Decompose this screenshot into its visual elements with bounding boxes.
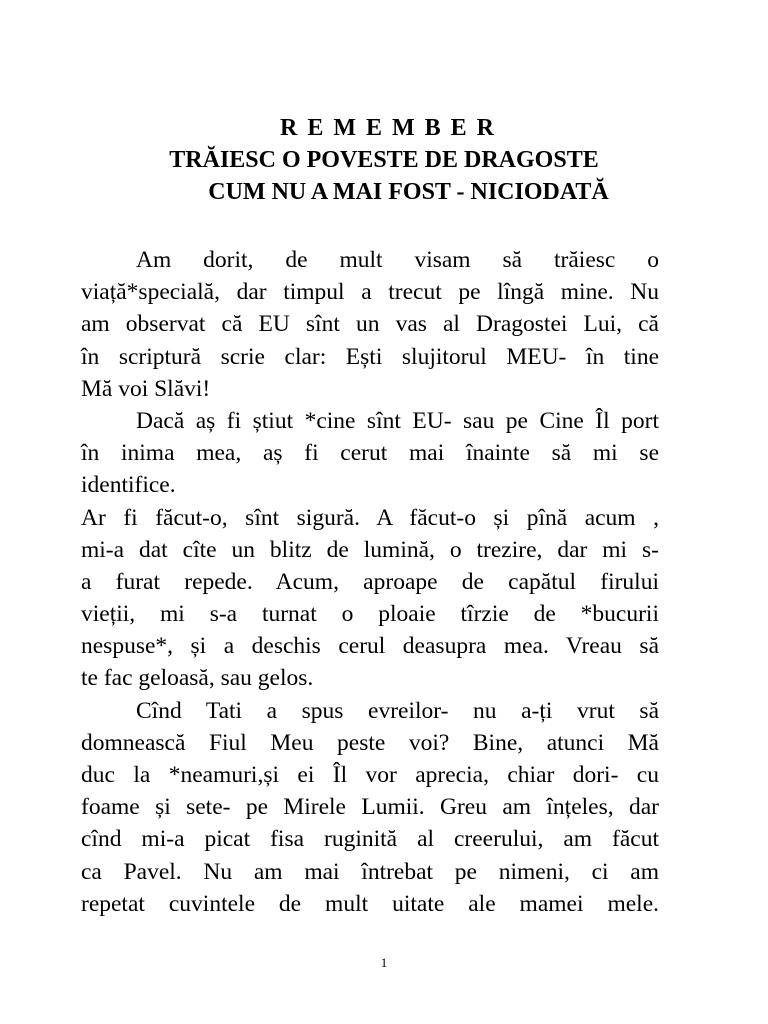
page-number: 1 — [380, 955, 388, 970]
paragraph-3 — [81, 502, 659, 695]
text-line: am observat că EU sînt un vas al Dragostei Lui, că — [81, 311, 659, 338]
heading-remember: R E M E M B E R — [280, 115, 496, 141]
paragraph-4 — [81, 695, 659, 920]
text-line: te fac geloasă, sau gelos. — [81, 665, 314, 692]
text-line: identifice. — [81, 472, 176, 499]
text-line: nespuse*, și a deschis cerul deasupra mea. Vreau să — [81, 633, 659, 660]
text-line: Ar fi făcut-o, sînt sigură. A făcut-o și pînă acum , — [81, 504, 659, 531]
body-text — [81, 244, 659, 920]
text-line: Cînd Tati a spus evreilor- nu a-ți vrut să — [136, 697, 659, 724]
text-line: foame și sete- pe Mirele Lumii. Greu am înțeles, dar — [81, 794, 659, 821]
text-line: a furat repede. Acum, aproape de capătul firului — [81, 568, 659, 595]
heading-title-line-2: CUM NU A MAI FOST - NICIODATĂ — [208, 179, 609, 205]
text-line: domnească Fiul Meu peste voi? Bine, atunci Mă — [81, 729, 659, 756]
text-line: duc la *neamuri,și ei Îl vor aprecia, chiar dori- cu — [81, 762, 659, 788]
text-line: repetat cuvintele de mult uitate ale mamei mele. — [81, 890, 659, 917]
text-line: viață*specială, dar timpul a trecut pe lîngă mine. Nu — [81, 279, 659, 306]
text-line: cînd mi-a picat fisa ruginită al creerului, am făcut — [81, 826, 659, 853]
heading-title-line-1: TRĂIESC O POVESTE DE DRAGOSTE — [169, 147, 599, 173]
text-line: vieții, mi s-a turnat o ploaie tîrzie de *bucurii — [81, 601, 659, 628]
text-line: Mă voi Slăvi! — [81, 375, 211, 402]
paragraph-2 — [81, 405, 659, 502]
paragraph-1 — [81, 244, 659, 405]
text-line: în scriptură scrie clar: Ești slujitorul MEU- în tine — [81, 343, 659, 370]
text-line: Am dorit, de mult visam să trăiesc o — [136, 247, 659, 273]
text-line: mi-a dat cîte un blitz de lumină, o trezire, dar mi s- — [81, 536, 659, 563]
text-line: în inima mea, aș fi cerut mai înainte să mi se — [81, 440, 659, 467]
text-line: ca Pavel. Nu am mai întrebat pe nimeni, ci am — [81, 858, 659, 885]
text-line: Dacă aș fi știut *cine sînt EU- sau pe Cine Îl port — [136, 407, 659, 434]
